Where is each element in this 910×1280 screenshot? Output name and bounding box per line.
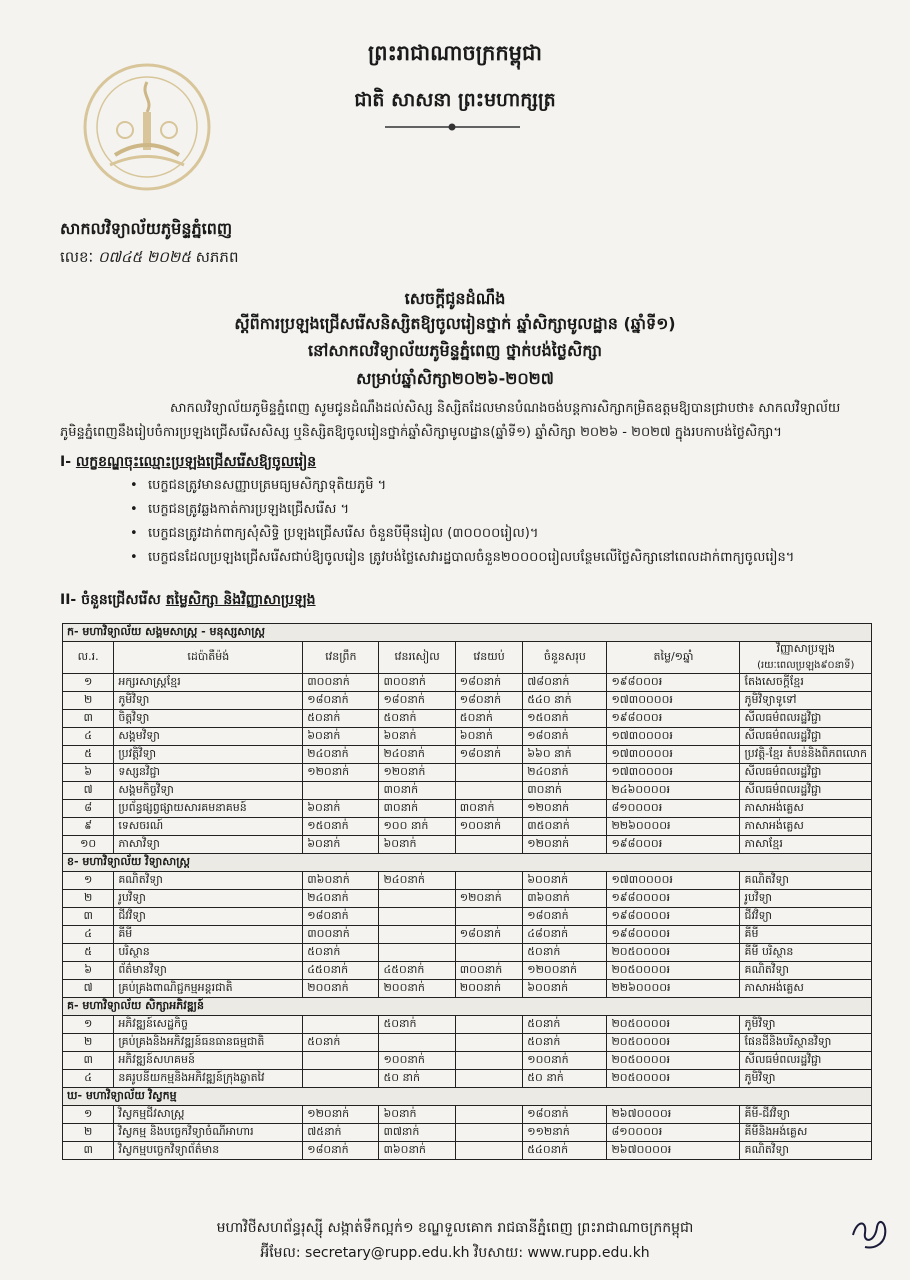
- cell-major: ចិត្តវិទ្យា: [114, 710, 303, 728]
- cell-morning: [303, 1052, 379, 1070]
- cell-evening: [455, 1106, 522, 1124]
- table-row: [63, 1142, 872, 1160]
- cell-subject: សីលធម៌ពលរដ្ឋវិជ្ជា: [740, 728, 872, 746]
- cell-major: គ្រប់គ្រងនិងអភិវឌ្ឍន៍ធនធានធម្មជាតិ: [114, 1034, 303, 1052]
- col-header-afternoon: វេនរសៀល: [379, 642, 455, 674]
- cell-evening: ១២០នាក់: [455, 890, 522, 908]
- cell-major: គណិតវិទ្យា: [114, 872, 303, 890]
- national-motto: ជាតិ សាសនា ព្រះមហាក្សត្រ: [354, 89, 556, 111]
- faculty-row: [63, 624, 872, 642]
- cell-total: ៥០នាក់: [523, 944, 607, 962]
- cell-morning: [303, 1070, 379, 1088]
- cell-no: ៦: [63, 962, 114, 980]
- cell-no: ១: [63, 1016, 114, 1034]
- cell-price: ២០៥០០០០៛: [607, 944, 740, 962]
- cell-subject: ភាសាខ្មែរ: [740, 836, 872, 854]
- quota-table: [62, 623, 872, 1160]
- cell-morning: [303, 782, 379, 800]
- section-1-heading: [60, 452, 316, 473]
- cell-evening: ៣០នាក់: [455, 800, 522, 818]
- cell-evening: [455, 1052, 522, 1070]
- cell-subject: គីមី-ជីវវិទ្យា: [740, 1106, 872, 1124]
- requirements-list: [130, 474, 870, 570]
- cell-no: ១០: [63, 836, 114, 854]
- faculty-row: [63, 854, 872, 872]
- cell-major: នគរូបនីយកម្មនិងអភិវឌ្ឍន៍ក្រុងឆ្លាតវៃ: [114, 1070, 303, 1088]
- cell-major: សង្គមកិច្ចវិទ្យា: [114, 782, 303, 800]
- cell-evening: ១០០នាក់: [455, 818, 522, 836]
- cell-major: គ្រប់គ្រងពាណិជ្ជកម្មអន្តរជាតិ: [114, 980, 303, 998]
- cell-no: ៣: [63, 710, 114, 728]
- cell-no: ៧: [63, 782, 114, 800]
- table-row: [63, 674, 872, 692]
- cell-afternoon: ២៤០នាក់: [379, 872, 455, 890]
- cell-major: អក្សរសាស្ត្រខ្មែរ: [114, 674, 303, 692]
- cell-price: ៨១០០០០៛: [607, 800, 740, 818]
- cell-morning: ២៤០នាក់: [303, 746, 379, 764]
- cell-afternoon: ៣០០នាក់: [379, 674, 455, 692]
- cell-price: ២០៥០០០០៛: [607, 962, 740, 980]
- cell-total: ៧៨០នាក់: [523, 674, 607, 692]
- cell-afternoon: ៤៥០នាក់: [379, 962, 455, 980]
- cell-price: ២៤៦០០០០៛: [607, 782, 740, 800]
- notice-subject-2: នៅសាកលវិទ្យាល័យភូមិន្ទភ្នំពេញ ថ្នាក់បង់ថ្លៃសិក្សា: [308, 341, 602, 360]
- cell-no: ២: [63, 890, 114, 908]
- cell-morning: [303, 1016, 379, 1034]
- cell-total: ៣៥០នាក់: [523, 818, 607, 836]
- cell-no: ១: [63, 1106, 114, 1124]
- cell-subject: សីលធម៌ពលរដ្ឋវិជ្ជា: [740, 782, 872, 800]
- cell-price: ២០៥០០០០៛: [607, 1016, 740, 1034]
- cell-price: ១៩៨០០០៛: [607, 836, 740, 854]
- cell-major: វិស្វកម្មជីវសាស្ត្រ: [114, 1106, 303, 1124]
- cell-morning: ៥០នាក់: [303, 1034, 379, 1052]
- cell-no: ២: [63, 692, 114, 710]
- table-row: [63, 800, 872, 818]
- cell-major: ព័ត៌មានវិទ្យា: [114, 962, 303, 980]
- cell-afternoon: ៣០នាក់: [379, 800, 455, 818]
- cell-evening: ១៨០នាក់: [455, 926, 522, 944]
- cell-subject: ភូមិវិទ្យា: [740, 1016, 872, 1034]
- table-row: [63, 818, 872, 836]
- footer-address: មហាវិថីសហព័ន្ធរុស្ស៊ី សង្កាត់ទឹកល្អក់១ ខណ្ឌទួលគោក រាជធានីភ្នំពេញ ព្រះរាជាណាចក្រកម្ពុជា: [216, 1220, 694, 1236]
- cell-evening: [455, 1016, 522, 1034]
- cell-price: ២២៦០០០០៛: [607, 818, 740, 836]
- cell-morning: ២០០នាក់: [303, 980, 379, 998]
- cell-no: ១: [63, 872, 114, 890]
- cell-price: ១៩៨០០០០៛: [607, 908, 740, 926]
- cell-total: ៦៦០ នាក់: [523, 746, 607, 764]
- notice-title: សេចក្ដីជូនដំណឹង: [404, 289, 506, 308]
- cell-price: ១៧៣០០០០៛: [607, 872, 740, 890]
- requirement-item: • បេក្ខជនត្រូវឆ្លងកាត់ការប្រឡងជ្រើសរើស ។: [130, 498, 870, 522]
- cell-afternoon: [379, 926, 455, 944]
- col-header-morning: វេនព្រឹក: [303, 642, 379, 674]
- cell-no: ១: [63, 674, 114, 692]
- cell-no: ២: [63, 1124, 114, 1142]
- cell-subject: ភូមិវិទ្យាទូទៅ: [740, 692, 872, 710]
- cell-subject: គីមីនិងអង់គ្លេស: [740, 1124, 872, 1142]
- faculty-name: ក- មហាវិទ្យាល័យ សង្គមសាស្ត្រ - មនុស្សសាស្ត្រ: [63, 624, 872, 642]
- cell-afternoon: ៦០នាក់: [379, 836, 455, 854]
- cell-evening: [455, 836, 522, 854]
- cell-afternoon: ៣៦០នាក់: [379, 1142, 455, 1160]
- faculty-row: [63, 1088, 872, 1106]
- col-header-subject: [740, 642, 872, 674]
- section-2-title: ចំនួនជ្រើសរើស: [81, 592, 166, 608]
- cell-morning: ៦០នាក់: [303, 800, 379, 818]
- cell-price: ១៩៨០០០៛: [607, 710, 740, 728]
- cell-major: អភិវឌ្ឍន៍សហគមន៍: [114, 1052, 303, 1070]
- faculty-row: [63, 998, 872, 1016]
- table-row: [63, 908, 872, 926]
- university-name: សាកលវិទ្យាល័យភូមិន្ទភ្នំពេញ: [60, 219, 233, 238]
- cell-total: ១២០០នាក់: [523, 962, 607, 980]
- cell-major: ទេសចរណ៍: [114, 818, 303, 836]
- cell-no: ៥: [63, 944, 114, 962]
- cell-evening: ២០០នាក់: [455, 980, 522, 998]
- cell-subject: គណិតវិទ្យា: [740, 962, 872, 980]
- cell-morning: ១២០នាក់: [303, 764, 379, 782]
- table-row: [63, 1016, 872, 1034]
- cell-afternoon: ១០០នាក់: [379, 1052, 455, 1070]
- cell-afternoon: ៥០នាក់: [379, 710, 455, 728]
- cell-subject: គីមី បរិស្ថាន: [740, 944, 872, 962]
- col-header-no: ល.រ.: [63, 642, 114, 674]
- cell-subject: គណិតវិទ្យា: [740, 1142, 872, 1160]
- section-1-number: I-: [60, 454, 72, 470]
- cell-subject: ជីវវិទ្យា: [740, 908, 872, 926]
- cell-price: ២០៥០០០០៛: [607, 1070, 740, 1088]
- cell-major: វិស្វកម្ម និងបច្ចេកវិទ្យាចំណីអាហារ: [114, 1124, 303, 1142]
- cell-afternoon: [379, 1034, 455, 1052]
- cell-major: រូបវិទ្យា: [114, 890, 303, 908]
- cell-major: ប្រព័ន្ធផ្សព្វផ្សាយសារគមនាគមន៍: [114, 800, 303, 818]
- cell-major: ភាសាវិទ្យា: [114, 836, 303, 854]
- cell-total: ៥០ នាក់: [523, 1070, 607, 1088]
- cell-subject: រូបវិទ្យា: [740, 890, 872, 908]
- cell-total: ១១២នាក់: [523, 1124, 607, 1142]
- cell-subject: គីមី: [740, 926, 872, 944]
- cell-afternoon: ៣០នាក់: [379, 782, 455, 800]
- cell-morning: ១៨០នាក់: [303, 1142, 379, 1160]
- table-row: [63, 1070, 872, 1088]
- cell-total: ៦០០នាក់: [523, 872, 607, 890]
- cell-subject: ភូមិវិទ្យា: [740, 1070, 872, 1088]
- cell-afternoon: [379, 908, 455, 926]
- university-seal-logo: [80, 60, 215, 195]
- cell-subject: គណិតវិទ្យា: [740, 872, 872, 890]
- cell-evening: ១៨០នាក់: [455, 674, 522, 692]
- cell-no: ៧: [63, 980, 114, 998]
- ref-label: លេខៈ: [60, 248, 94, 266]
- cell-morning: ២៤០នាក់: [303, 890, 379, 908]
- cell-total: ៣៦០នាក់: [523, 890, 607, 908]
- table-header-row: [63, 642, 872, 674]
- cell-afternoon: ៥០ នាក់: [379, 1070, 455, 1088]
- table-row: [63, 980, 872, 998]
- cell-morning: ១៥០នាក់: [303, 818, 379, 836]
- cell-price: ២៦៧០០០០៛: [607, 1142, 740, 1160]
- intro-paragraph: សាកលវិទ្យាល័យភូមិន្ទភ្នំពេញ សូមជូនដំណឹងដល់សិស្ស និស្សិតដែលមានបំណងចង់បន្តការសិក្សាកម្រិតឧត្តមឱ្យបានជ្រាបថា៖ សាកលវិទ្យាល័យភូមិន្ទភ្នំពេញនឹងរៀបចំការប្រឡងជ្រើសរើសសិស្ស ឬនិស្សិតឱ្យចូលរៀនថ្នាក់ឆ្នាំសិក្សាមូលដ្ឋាន(ឆ្នាំទី១) ឆ្នាំសិក្សា ២០២៦ - ២០២៧ ក្នុងរបកាបង់ថ្លៃសិក្សា។: [60, 401, 841, 440]
- table-row: [63, 836, 872, 854]
- cell-afternoon: ២០០នាក់: [379, 980, 455, 998]
- table-row: [63, 1106, 872, 1124]
- cell-afternoon: [379, 944, 455, 962]
- cell-total: ១៥០នាក់: [523, 710, 607, 728]
- cell-major: ប្រវត្តិវិទ្យា: [114, 746, 303, 764]
- table-row: [63, 1034, 872, 1052]
- col-header-subject-label: វិញ្ញាសាប្រឡង: [776, 642, 835, 655]
- cell-morning: ៣០០នាក់: [303, 674, 379, 692]
- cell-afternoon: ៦០នាក់: [379, 1106, 455, 1124]
- cell-major: បរិស្ថាន: [114, 944, 303, 962]
- cell-price: ១៧៣០០០០៛: [607, 692, 740, 710]
- cell-no: ៤: [63, 1070, 114, 1088]
- cell-evening: ១៨០នាក់: [455, 746, 522, 764]
- notice-subject-1: ស្ដីពីការប្រឡងជ្រើសរើសនិស្សិតឱ្យចូលរៀនថ្នាក់ ឆ្នាំសិក្សាមូលដ្ឋាន (ឆ្នាំទី១): [234, 314, 676, 333]
- table-row: [63, 692, 872, 710]
- cell-major: ទស្សនវិជ្ជា: [114, 764, 303, 782]
- table-row: [63, 944, 872, 962]
- cell-morning: ៣០០នាក់: [303, 926, 379, 944]
- quota-table-body: [63, 624, 872, 1160]
- cell-evening: ១៨០នាក់: [455, 692, 522, 710]
- cell-evening: [455, 764, 522, 782]
- section-2-heading: [60, 590, 316, 611]
- cell-afternoon: [379, 890, 455, 908]
- notice-academic-year: សម្រាប់ឆ្នាំសិក្សា២០២៦-២០២៧: [356, 369, 554, 388]
- cell-price: ១៧៣០០០០៛: [607, 746, 740, 764]
- cell-price: ១៩៨០០០០៛: [607, 890, 740, 908]
- table-row: [63, 782, 872, 800]
- cell-major: វិស្វកម្មបច្ចេកវិទ្យាព័ត៌មាន: [114, 1142, 303, 1160]
- table-row: [63, 926, 872, 944]
- cell-no: ៣: [63, 1142, 114, 1160]
- cell-afternoon: ២៤០នាក់: [379, 746, 455, 764]
- table-row: [63, 728, 872, 746]
- requirement-item: • បេក្ខជនត្រូវដាក់ពាក្យសុំសិទ្ធិ ប្រឡងជ្រើសរើស ចំនួនបីម៉ឺនរៀល (៣០០០០រៀល)។: [130, 522, 870, 546]
- table-row: [63, 872, 872, 890]
- cell-total: ៥០នាក់: [523, 1034, 607, 1052]
- table-row: [63, 710, 872, 728]
- cell-total: ១៨០នាក់: [523, 1106, 607, 1124]
- faculty-name: គ- មហាវិទ្យាល័យ សិក្សាអភិវឌ្ឍន៍: [63, 998, 872, 1016]
- cell-subject: ភាសាអង់គ្លេស: [740, 800, 872, 818]
- cell-major: គីមី: [114, 926, 303, 944]
- faculty-name: ខ- មហាវិទ្យាល័យ វិទ្យាសាស្ត្រ: [63, 854, 872, 872]
- cell-evening: [455, 908, 522, 926]
- cell-no: ២: [63, 1034, 114, 1052]
- cell-total: ២៤០នាក់: [523, 764, 607, 782]
- table-row: [63, 746, 872, 764]
- cell-evening: [455, 944, 522, 962]
- cell-total: ៥០នាក់: [523, 1016, 607, 1034]
- cell-price: ១៧៣០០០០៛: [607, 764, 740, 782]
- table-row: [63, 764, 872, 782]
- cell-total: ៤៨០នាក់: [523, 926, 607, 944]
- section-2-title-underlined: តម្លៃសិក្សា និងវិញ្ញាសាប្រឡង: [165, 592, 316, 608]
- cell-morning: ៦០នាក់: [303, 836, 379, 854]
- ref-suffix: សភភព: [195, 248, 239, 266]
- col-header-total: ចំនួនសរុប: [523, 642, 607, 674]
- cell-morning: ៦០នាក់: [303, 728, 379, 746]
- cell-morning: ៤៥០នាក់: [303, 962, 379, 980]
- col-header-major: ដេប៉ាតឺម៉ង់: [114, 642, 303, 674]
- cell-subject: ភាសាអង់គ្លេស: [740, 818, 872, 836]
- cell-price: ៨១០០០០៛: [607, 1124, 740, 1142]
- ref-year: ២០២៥: [146, 248, 191, 266]
- cell-price: ១៩៨០០០០៛: [607, 926, 740, 944]
- cell-subject: សីលធម៌ពលរដ្ឋវិជ្ជា: [740, 710, 872, 728]
- cell-afternoon: ១០០ នាក់: [379, 818, 455, 836]
- cell-evening: ៣០០នាក់: [455, 962, 522, 980]
- cell-major: ជីវវិទ្យា: [114, 908, 303, 926]
- cell-subject: ផែនដីនិងបរិស្ថានវិទ្យា: [740, 1034, 872, 1052]
- cell-no: ៣: [63, 1052, 114, 1070]
- cell-total: ៥៤០ នាក់: [523, 692, 607, 710]
- initials-signature: [845, 1205, 895, 1255]
- col-header-subject-note: (រយៈពេលប្រឡង៩០នាទី): [757, 660, 855, 671]
- cell-total: ១៨០នាក់: [523, 908, 607, 926]
- cell-evening: [455, 1142, 522, 1160]
- cell-no: ៦: [63, 764, 114, 782]
- cell-afternoon: ៣៧នាក់: [379, 1124, 455, 1142]
- cell-evening: [455, 872, 522, 890]
- cell-evening: [455, 1124, 522, 1142]
- cell-price: ២២៦០០០០៛: [607, 980, 740, 998]
- col-header-price: តម្លៃ/១ឆ្នាំ: [607, 642, 740, 674]
- cell-total: ៦០០នាក់: [523, 980, 607, 998]
- cell-subject: សីលធម៌ពលរដ្ឋវិជ្ជា: [740, 764, 872, 782]
- cell-no: ៩: [63, 818, 114, 836]
- requirement-item: • បេក្ខជនត្រូវមានសញ្ញាបត្រមធ្យមសិក្សាទុតិយភូមិ ។: [130, 474, 870, 498]
- cell-no: ៣: [63, 908, 114, 926]
- cell-price: ១៩៨០០០៛: [607, 674, 740, 692]
- footer-contact: អ៊ីមែល: secretary@rupp.edu.kh វិបសាយ: www.rupp.edu.kh: [260, 1245, 650, 1261]
- cell-morning: ១៨០នាក់: [303, 692, 379, 710]
- cell-morning: ៥០នាក់: [303, 710, 379, 728]
- cell-total: ១២០នាក់: [523, 836, 607, 854]
- cell-major: ភូមិវិទ្យា: [114, 692, 303, 710]
- cell-total: ៣០នាក់: [523, 782, 607, 800]
- cell-no: ៨: [63, 800, 114, 818]
- table-row: [63, 890, 872, 908]
- cell-total: ៥៤០នាក់: [523, 1142, 607, 1160]
- cell-morning: ១២០នាក់: [303, 1106, 379, 1124]
- cell-price: ២៦៧០០០០៛: [607, 1106, 740, 1124]
- ref-number: ០៧៤៥: [97, 248, 143, 266]
- cell-morning: ៧៥នាក់: [303, 1124, 379, 1142]
- cell-afternoon: ១៨០នាក់: [379, 692, 455, 710]
- cell-price: ១៧៣០០០០៛: [607, 728, 740, 746]
- cell-price: ២០៥០០០០៛: [607, 1052, 740, 1070]
- cell-no: ៥: [63, 746, 114, 764]
- table-row: [63, 1124, 872, 1142]
- reference-number: [60, 248, 238, 270]
- cell-morning: ៣៦០នាក់: [303, 872, 379, 890]
- cell-evening: ៥០នាក់: [455, 710, 522, 728]
- cell-subject: ភាសាអង់គ្លេស: [740, 980, 872, 998]
- cell-no: ៤: [63, 728, 114, 746]
- ornament-divider: [385, 122, 520, 132]
- cell-total: ១៨០នាក់: [523, 728, 607, 746]
- cell-afternoon: ៥០នាក់: [379, 1016, 455, 1034]
- cell-evening: [455, 1070, 522, 1088]
- cell-no: ៤: [63, 926, 114, 944]
- col-header-evening: វេនយប់: [455, 642, 522, 674]
- cell-total: ១០០នាក់: [523, 1052, 607, 1070]
- cell-price: ២០៥០០០០៛: [607, 1034, 740, 1052]
- cell-evening: ៦០នាក់: [455, 728, 522, 746]
- cell-major: អភិវឌ្ឍន៍សេដ្ឋកិច្ច: [114, 1016, 303, 1034]
- cell-morning: ៥០នាក់: [303, 944, 379, 962]
- cell-afternoon: ១២០នាក់: [379, 764, 455, 782]
- cell-total: ១២០នាក់: [523, 800, 607, 818]
- cell-subject: សីលធម៌ពលរដ្ឋវិជ្ជា: [740, 1052, 872, 1070]
- faculty-name: ឃ- មហាវិទ្យាល័យ វិស្វកម្ម: [63, 1088, 872, 1106]
- cell-subject: តែងសេចក្ដីខ្មែរ: [740, 674, 872, 692]
- cell-subject: ប្រវត្តិ-ខ្មែរ តំបន់និងពិភពលោក: [740, 746, 872, 764]
- section-2-number: II-: [60, 592, 77, 608]
- cell-afternoon: ៦០នាក់: [379, 728, 455, 746]
- kingdom-heading: ព្រះរាជាណាចក្រកម្ពុជា: [367, 41, 542, 65]
- cell-evening: [455, 1034, 522, 1052]
- table-row: [63, 1052, 872, 1070]
- section-1-title: លក្ខខណ្ឌចុះឈ្មោះប្រឡងជ្រើសរើសឱ្យចូលរៀន: [75, 454, 317, 470]
- cell-evening: [455, 782, 522, 800]
- table-row: [63, 962, 872, 980]
- requirement-item: • បេក្ខជនដែលប្រឡងជ្រើសរើសជាប់ឱ្យចូលរៀន ត្រូវបង់ថ្លៃសេវារដ្ឋបាលចំនួន២០០០០រៀលបន្ថែមលើថ្លៃសិក្សានៅពេលដាក់ពាក្យចូលរៀន។: [130, 546, 870, 570]
- cell-major: សង្គមវិទ្យា: [114, 728, 303, 746]
- cell-morning: ១៨០នាក់: [303, 908, 379, 926]
